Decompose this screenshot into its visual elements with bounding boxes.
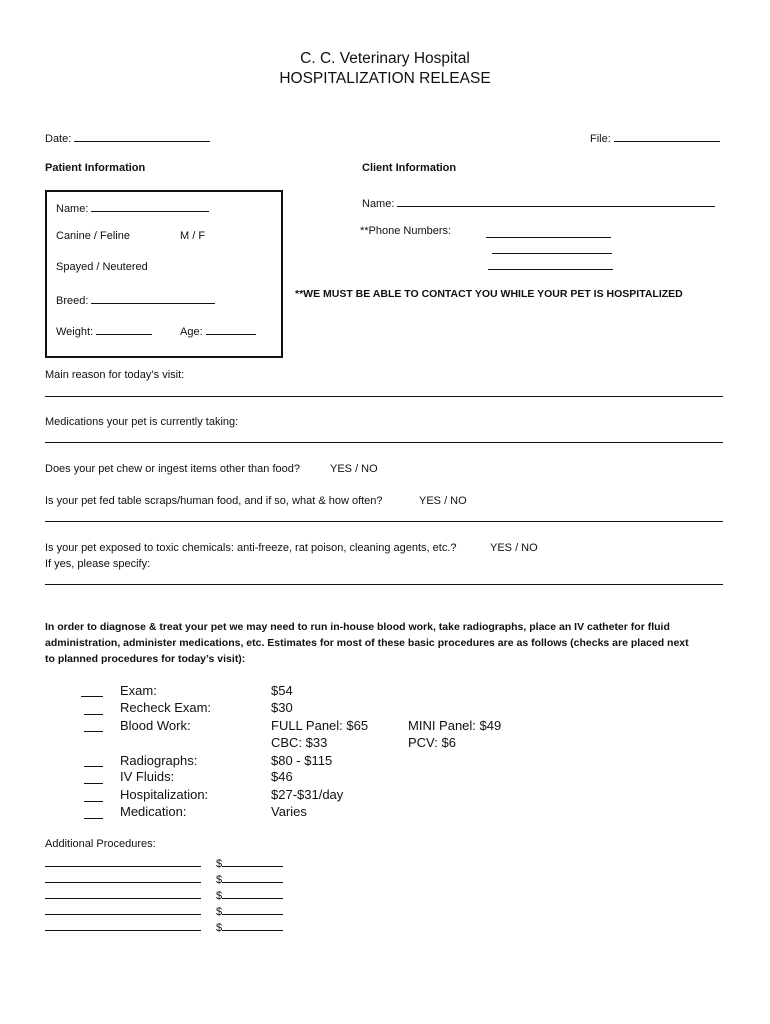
age-row [180,323,256,338]
procedure-price: CBC: $33 [271,735,328,750]
additional-cost-field[interactable] [222,871,283,883]
age-field[interactable] [206,323,256,335]
additional-cost-row [216,919,283,934]
procedure-price: $46 [271,769,293,784]
radiographs-checkbox[interactable] [84,766,103,767]
sex-option[interactable]: M / F [180,230,206,242]
exam-checkbox[interactable] [81,696,103,697]
table-scraps-question: Is your pet fed table scraps/human food, and if so, what & how often? [45,495,383,507]
intro-line-3: to planned procedures for today’s visit): [45,653,246,665]
file-label: File: [590,133,611,145]
procedure-name: Medication: [120,804,187,819]
table-scraps-field[interactable] [45,521,723,522]
procedure-price: $27-$31/day [271,787,344,802]
date-label: Date: [45,133,72,145]
file-field[interactable] [614,130,720,142]
date-row [45,130,210,145]
file-row [590,130,720,145]
procedure-price: $54 [271,683,293,698]
dollar-sign: $ [216,906,223,918]
phone-label: **Phone Numbers: [360,225,452,237]
patient-info-heading: Patient Information [45,162,146,174]
species-option[interactable]: Canine / Feline [56,230,130,242]
additional-cost-row [216,871,283,886]
breed-field[interactable] [91,292,215,304]
additional-cost-field[interactable] [222,855,283,867]
table-scraps-options[interactable]: YES / NO [419,495,467,507]
intro-line-1: In order to diagnose & treat your pet we may need to run in-house blood work, take radiographs, place an IV catheter for fluid [45,621,670,633]
client-name-field[interactable] [397,195,715,207]
procedure-name: Blood Work: [120,718,191,733]
patient-name-row [56,200,209,215]
client-info-heading: Client Information [362,162,457,174]
additional-cost-field[interactable] [222,919,283,931]
additional-procedure-field[interactable] [45,882,201,883]
reason-label: Main reason for today’s visit: [45,369,185,381]
client-name-row [362,195,715,210]
weight-row [56,323,152,338]
procedure-name: IV Fluids: [120,769,175,784]
hospitalization-checkbox[interactable] [84,801,103,802]
procedure-name: Recheck Exam: [120,700,212,715]
procedure-price: $80 - $115 [271,753,333,768]
procedure-name: Hospitalization: [120,787,209,802]
additional-cost-field[interactable] [222,887,283,899]
dollar-sign: $ [216,922,223,934]
additional-procedure-field[interactable] [45,866,201,867]
additional-procedure-field[interactable] [45,898,201,899]
contact-notice: **WE MUST BE ABLE TO CONTACT YOU WHILE YOUR PET IS HOSPITALIZED [295,288,683,300]
procedure-extra: PCV: $6 [408,735,456,750]
weight-label: Weight: [56,326,94,338]
specify-label: If yes, please specify: [45,558,151,570]
procedure-name: Radiographs: [120,753,198,768]
medication-checkbox[interactable] [84,818,103,819]
additional-cost-row [216,887,283,902]
patient-name-field[interactable] [91,200,209,212]
procedure-name: Exam: [120,683,157,698]
additional-cost-row [216,903,283,918]
chew-question: Does your pet chew or ingest items other than food? [45,463,300,475]
weight-field[interactable] [96,323,152,335]
age-label: Age: [180,326,203,338]
spayed-option[interactable]: Spayed / Neutered [56,261,148,273]
additional-cost-row [216,855,283,870]
chew-options[interactable]: YES / NO [330,463,378,475]
iv-fluids-checkbox[interactable] [84,783,103,784]
procedure-extra: MINI Panel: $49 [408,718,502,733]
client-name-label: Name: [362,198,395,210]
procedure-price: FULL Panel: $65 [271,718,369,733]
date-field[interactable] [74,130,210,142]
hospital-name: C. C. Veterinary Hospital [300,50,470,67]
specify-field[interactable] [45,584,723,585]
additional-procedure-field[interactable] [45,930,201,931]
additional-procedures-label: Additional Procedures: [45,838,156,850]
procedure-price: $30 [271,700,293,715]
toxic-question: Is your pet exposed to toxic chemicals: anti-freeze, rat poison, cleaning agents, etc.? [45,542,457,554]
medications-field[interactable] [45,442,723,443]
reason-field[interactable] [45,396,723,397]
dollar-sign: $ [216,858,223,870]
breed-label: Breed: [56,295,89,307]
dollar-sign: $ [216,874,223,886]
additional-procedure-field[interactable] [45,914,201,915]
phone-field-2[interactable] [492,253,612,254]
procedure-price: Varies [271,804,307,819]
medications-label: Medications your pet is currently taking: [45,416,239,428]
phone-field-3[interactable] [488,269,613,270]
blood-work-checkbox[interactable] [84,731,103,732]
patient-name-label: Name: [56,203,89,215]
recheck-exam-checkbox[interactable] [84,714,103,715]
form-title: HOSPITALIZATION RELEASE [279,70,491,87]
toxic-options[interactable]: YES / NO [490,542,538,554]
additional-cost-field[interactable] [222,903,283,915]
dollar-sign: $ [216,890,223,902]
intro-line-2: administration, administer medications, etc. Estimates for most of these basic procedures are as follows (checks are placed next [45,637,689,649]
breed-row [56,292,215,307]
phone-field-1[interactable] [486,237,611,238]
